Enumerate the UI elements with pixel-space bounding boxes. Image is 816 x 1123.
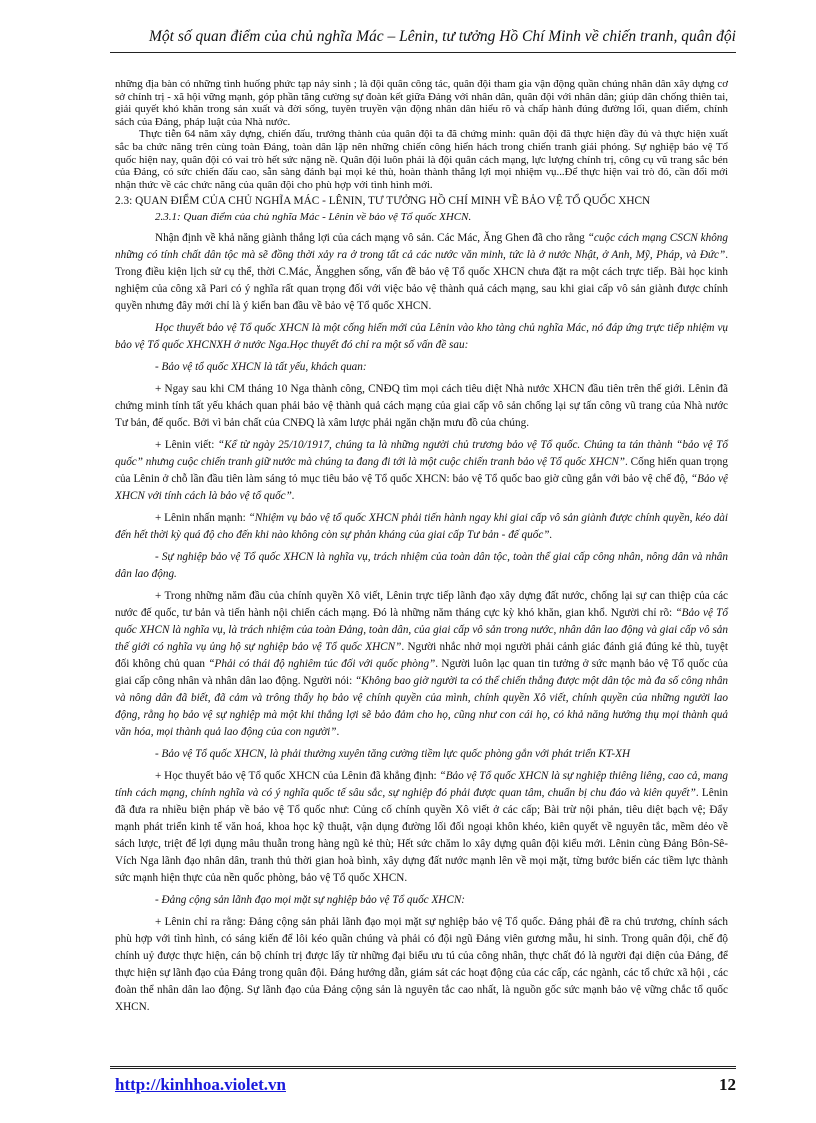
paragraph-4 (115, 437, 728, 505)
paragraph-8: + Lênin chỉ ra rằng: Đảng cộng sản phải lãnh đạo mọi mặt sự nghiệp bảo vệ Tổ quốc. Đảng phải đề ra chủ trương, chính sách phù hợp với tình hình, có sáng kiến để lôi kéo quần chúng và phải có đội ngũ Đảng viên gương mẫu, hi sinh. Trong quân đội, chế độ chính uỷ được thực hiện, cán bộ chính trị được lấy từ những đại biểu ưu tú của công nhân, thực chất đó là người đại diện của Đảng, để thực hiện sự lãnh đạo của Đảng trong quân đội. Đảng hướng dẫn, giám sát các hoạt động của các cấp, các ngành, các tổ chức xã hội , các đoàn thể nhân dân lao động. Sự lãnh đạo của Đảng cộng sản là nguyên tắc cao nhất, là nguồn gốc sức mạnh bảo vệ vững chắc tổ quốc XHCN. (115, 916, 728, 1014)
paragraph-6-quote-3: “Không bao giờ người ta có thể chiến thắng được một dân tộc mà đa số công nhân và nông dân đã biết, đã cảm và trông thấy họ bảo vệ chính quyền của mình, chính quyền Xô viết, chính quyền của những người lao động, rằng họ bảo vệ sự nghiệp mà một khi thắng lợi sẽ bảo đảm cho họ, cũng như con cái họ, có khả năng hưởng thụ mọi thành quả văn hóa, mọi thành quả lao động của con người” (115, 675, 729, 739)
paragraph-6-quote-2: “Phải có thái độ nghiêm túc đối với quốc phòng” (208, 658, 436, 671)
paragraph-1-quote: “cuộc cách mạng CSCN không những có tính chất dân tộc mà sẽ đồng thời xảy ra ở trong tất cả các nước văn minh, tức là ở nước Nhật, ở Anh, Mỹ, Pháp, và Đức” (115, 232, 728, 262)
paragraph-4-text-b: . Cống hiến quan trọng của Lênin ở chỗ lần đầu tiên làm sáng tỏ mục tiêu bảo vệ Tổ quốc XHCN: bảo vệ Tổ quốc bao giờ cũng gắn với bảo vệ chế độ, (115, 456, 728, 486)
page-header: Một số quan điểm của chủ nghĩa Mác – Lênin, tư tưởng Hồ Chí Minh về chiến tranh, quân đội (149, 28, 736, 45)
paragraph-7 (115, 768, 728, 887)
paragraph-5-text-a: + Lênin nhấn mạnh: (155, 512, 249, 525)
subpoint-1: - Bảo vệ tổ quốc XHCN là tất yếu, khách quan: (155, 361, 367, 374)
paragraph-6-text-a: + Trong những năm đầu của chính quyền Xô viết, Lênin trực tiếp lãnh đạo xây dựng đất nước, chống lại sự can thiệp của các nước đế quốc, tư bản và tiến hành nội chiến cách mạng. Đó là những năm tháng cực kỳ khó khăn, gian khổ. Người chỉ rõ: (115, 590, 728, 620)
footer-website-link[interactable]: http://kinhhoa.violet.vn (115, 1075, 286, 1094)
document-body (115, 78, 728, 1021)
intro-paragraph-2: Thực tiễn 64 năm xây dựng, chiến đấu, trưởng thành của quân đội ta đã chứng minh: quân đội đã thực hiện đầy đủ và thực hiện xuất sắc ba chức năng trên cùng toàn Đảng, toàn dân lập nên những chiến công hiển hách trong chiến tranh giải phóng. Sự nghiệp bảo vệ Tổ quốc hiện nay, quân đội có vai trò hết sức nặng nề. Quân đội luôn phải là đội quân cách mạng, lực lượng chính trị, công cụ vũ trang sắc bén của Đảng, có sức chiến đấu cao, sẵn sàng đánh bại mọi kẻ thù, hoàn thành thắng lợi mọi nhiệm vụ...Để thực hiện vai trò đó, cần đổi mới nhận thức về các chức năng của quân đội cho phù hợp với tình hình mới. (115, 128, 728, 191)
paragraph-6-text-b: . Người nhắc nhở mọi người phải cảnh giác đánh giá đúng kẻ thù, tuyệt đối không chủ quan (115, 641, 728, 671)
paragraph-6-text-d: . (336, 726, 340, 739)
paragraph-6-quote: “Bảo vệ Tổ quốc XHCN là nghĩa vụ, là trách nhiệm của toàn Đảng, toàn dân, của giai cấp vô sản trong nước, nhân dân lao động và giai cấp vô sản thế giới có nghĩa vụ ủng hộ sự nghiệp bảo vệ Tổ quốc XHCN” (115, 607, 728, 654)
paragraph-7-text-b: . Lênin đã đưa ra nhiều biện pháp về bảo vệ Tổ quốc như: Củng cố chính quyền Xô viết ở các cấp; Bài trừ nội phản, tiêu diệt bạch vệ; Đẩy mạnh phát triển kinh tế văn hoá, khoa học kỹ thuật, vận dụng đường lối đối ngoại khôn khéo, kiên quyết về nguyên tắc, mềm dẻo về sách lược, triệt để lợi dụng mâu thuẫn trong hàng ngũ kẻ thù; Hết sức chăm lo xây dựng quân đội kiểu mới. Lênin cùng Đảng Bôn-Sê-Vích Nga lãnh đạo nhân dân, tranh thủ thời gian hoà bình, xây dựng đất nước mạnh lên về mọi mặt, từng bước biến các tiềm lực thành sức mạnh hiện thực của nền quốc phòng, bảo vệ Tổ quốc XHCN. (115, 787, 728, 885)
paragraph-6 (115, 588, 728, 741)
paragraph-3: + Ngay sau khi CM tháng 10 Nga thành công, CNĐQ tìm mọi cách tiêu diệt Nhà nước XHCN đầu tiên trên thế giới. Lênin đã chứng minh tính tất yếu khách quan phải bảo vệ thành quả cách mạng của giai cấp vô sản chống lại sự tấn công vũ trang của Nhà nước Tư bản, đế quốc. Bởi vì bản chất của CNĐQ là xâm lược phải ngăn chặn mưu đồ của chúng. (115, 383, 728, 430)
paragraph-4-quote: “Kể từ ngày 25/10/1917, chúng ta là những người chủ trương bảo vệ Tổ quốc. Chúng ta tán thành “bảo vệ Tổ quốc” nhưng cuộc chiến tranh giữ nước mà chúng ta đang đi tới là một cuộc chiến tranh bảo vệ Tổ quốc XHCN” (115, 439, 728, 469)
paragraph-7-text-a: + Học thuyết bảo vệ Tổ quốc XHCN của Lênin đã khẳng định: (155, 770, 440, 783)
intro-paragraph-1: những địa bàn có những tình huống phức tạp nảy sinh ; là đội quân công tác, quân đội tham gia vận động quần chúng nhân dân xây dựng cơ sở chính trị - xã hội vững mạnh, góp phần tăng cường sự đoàn kết giữa Đảng với nhân dân, quân đội với nhân dân; giúp dân chống thiên tai, giải quyết khó khăn trong sản xuất và đời sống, tuyên truyền vận động nhân dân hiểu rõ và chấp hành đúng đường lối, quan điểm, chính sách của Đảng, pháp luật của Nhà nước. (115, 78, 728, 128)
section-heading: 2.3: QUAN ĐIỂM CỦA CHỦ NGHĨA MÁC - LÊNIN, TƯ TƯỞNG HỒ CHÍ MINH VỀ BẢO VỆ TỔ QUỐC XHCN (115, 195, 651, 208)
section-subheading: 2.3.1: Quan điểm của chủ nghĩa Mác - Lênin về bảo vệ Tổ quốc XHCN. (155, 211, 472, 224)
paragraph-1-text-a: Nhận định về khả năng giành thắng lợi của cách mạng vô sản. Các Mác, Ăng Ghen đã cho rằng (155, 232, 588, 245)
header-divider (110, 52, 736, 53)
paragraph-5 (115, 510, 728, 544)
paragraph-7-quote: “Bảo vệ Tổ quốc XHCN là sự nghiệp thiêng liêng, cao cả, mang tính cách mạng, chính nghĩa và có ý nghĩa quốc tế sâu sắc, sự nghiệp đó phải được quan tâm, chuẩn bị chu đáo và kiên quyết” (115, 770, 728, 800)
subpoint-2: - Sự nghiệp bảo vệ Tổ quốc XHCN là nghĩa vụ, trách nhiệm của toàn dân tộc, toàn thể giai cấp công nhân, nông dân và nhân dân lao động. (115, 551, 728, 581)
paragraph-1 (115, 230, 728, 315)
paragraph-1-text-b: . Trong điều kiện lịch sử cụ thể, thời C.Mác, Ăngghen sống, vấn đề bảo vệ Tổ quốc XHCN chưa đặt ra một cách trực tiếp. Bài học kinh nghiệm của công xã Pari có ý nghĩa rất quan trọng đối với việc bảo vệ thành quả cách mạng, sau khi giai cấp vô sản giành được chính quyền nhưng đây mới chỉ là ý kiến ban đầu về bảo vệ Tổ quốc XHCN. (115, 249, 728, 313)
paragraph-5-quote: “Nhiệm vụ bảo vệ tổ quốc XHCN phải tiến hành ngay khi giai cấp vô sản giành được chính quyền, kéo dài đến hết thời kỳ quá độ cho đến khi nào không còn sự phản kháng của giai cấp Tư bản - đế quốc”. (115, 512, 728, 542)
subpoint-3: - Bảo vệ Tổ quốc XHCN, là phải thường xuyên tăng cường tiềm lực quốc phòng gắn với phát triển KT-XH (155, 748, 631, 761)
subpoint-4: - Đảng cộng sản lãnh đạo mọi mặt sự nghiệp bảo vệ Tổ quốc XHCN: (155, 894, 466, 907)
paragraph-2: Học thuyết bảo vệ Tổ quốc XHCN là một cống hiến mới của Lênin vào kho tàng chủ nghĩa Mác, nó đáp ứng trực tiếp nhiệm vụ bảo vệ Tổ quốc XHCNXH ở nước Nga.Học thuyết đó chỉ ra một số vấn đề sau: (115, 322, 728, 352)
paragraph-4-quote-2: “Bảo vệ XHCN với tính cách là bảo vệ tổ quốc”. (115, 473, 728, 503)
footer-divider (110, 1066, 736, 1069)
paragraph-6-text-c: . Người luôn lạc quan tin tưởng ở sức mạnh bảo vệ Tổ quốc của giai cấp công nhân và nhân dân lao động. Người nói: (115, 658, 728, 688)
paragraph-4-text-a: + Lênin viết: (155, 439, 218, 452)
page-number: 12 (719, 1075, 736, 1094)
